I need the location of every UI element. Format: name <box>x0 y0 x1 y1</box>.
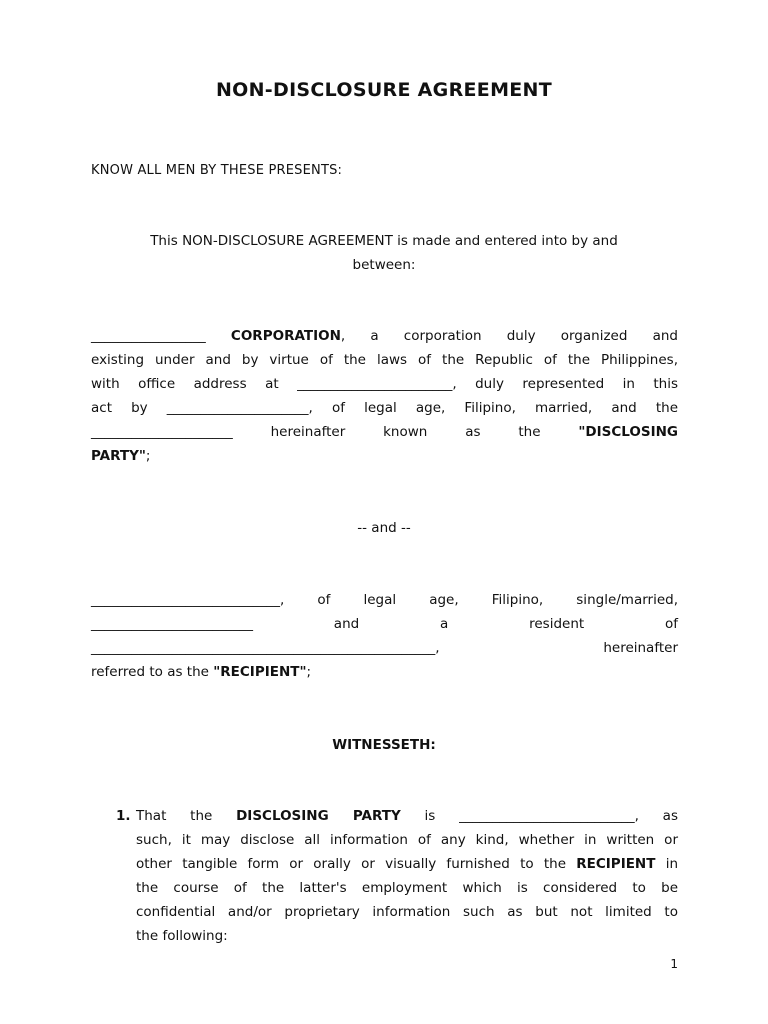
corporation-label: CORPORATION <box>230 328 341 344</box>
recipient-term: "RECIPIENT" <box>213 664 307 680</box>
paragraph-text: _____________________ hereinafter known as the <box>91 424 579 440</box>
paragraph-text: ; <box>306 664 312 680</box>
intro-paragraph <box>100 229 668 277</box>
corporation-name-blank: _________________ <box>91 328 206 344</box>
page-number: 1 <box>670 957 678 971</box>
paragraph-line: the following: <box>136 928 228 944</box>
paragraph-line: act by _____________________, of legal age, Filipino, married, and the <box>91 400 678 416</box>
paragraph-text: in <box>655 856 678 872</box>
paragraph-line: such, it may disclose all information of any kind, whether in written or <box>136 832 678 848</box>
paragraph-text: other tangible form or orally or visually furnished to the <box>136 856 577 872</box>
intro-line: between: <box>352 257 416 273</box>
paragraph-line <box>136 804 678 828</box>
and-separator: -- and -- <box>357 520 411 536</box>
disclosing-party-term: PARTY" <box>91 448 146 464</box>
witnesseth-heading: WITNESSETH: <box>332 737 436 753</box>
paragraph-line <box>91 660 678 684</box>
list-item-body <box>136 804 678 948</box>
intro-line: This NON-DISCLOSURE AGREEMENT is made and entered into by and <box>150 233 618 249</box>
paragraph-line: with office address at _______________________, duly represented in this <box>91 376 678 392</box>
paragraph-line: existing under and by virtue of the laws of the Republic of the Philippines, <box>91 352 678 368</box>
paragraph-line <box>136 852 678 876</box>
paragraph-text: is __________________________, as <box>400 808 678 824</box>
disclosing-party-term: DISCLOSING PARTY <box>236 808 401 824</box>
disclosing-party-term: "DISCLOSING <box>578 424 678 440</box>
recipient-term: RECIPIENT <box>576 856 656 872</box>
paragraph-text: That the <box>136 808 237 824</box>
document-title: NON-DISCLOSURE AGREEMENT <box>215 79 553 101</box>
paragraph-text: , a corporation duly organized and <box>340 328 678 344</box>
paragraph-line <box>91 420 678 444</box>
paragraph-line <box>91 444 678 468</box>
paragraph-line: ____________________________, of legal age, Filipino, single/married, <box>91 592 678 608</box>
paragraph-text: referred to as the <box>91 664 214 680</box>
disclosing-party-paragraph <box>91 324 678 468</box>
list-item-number: 1. <box>116 808 131 824</box>
recipient-paragraph <box>91 588 678 684</box>
paragraph-line <box>91 324 678 348</box>
paragraph-line: ___________________________________________________, hereinafter <box>91 640 678 656</box>
paragraph-line: ________________________ and a resident of <box>91 616 678 632</box>
paragraph-text: ; <box>145 448 151 464</box>
know-all-men-heading: KNOW ALL MEN BY THESE PRESENTS: <box>91 163 343 178</box>
paragraph-line: the course of the latter's employment which is considered to be <box>136 880 678 896</box>
paragraph-line: confidential and/or proprietary information such as but not limited to <box>136 904 678 920</box>
